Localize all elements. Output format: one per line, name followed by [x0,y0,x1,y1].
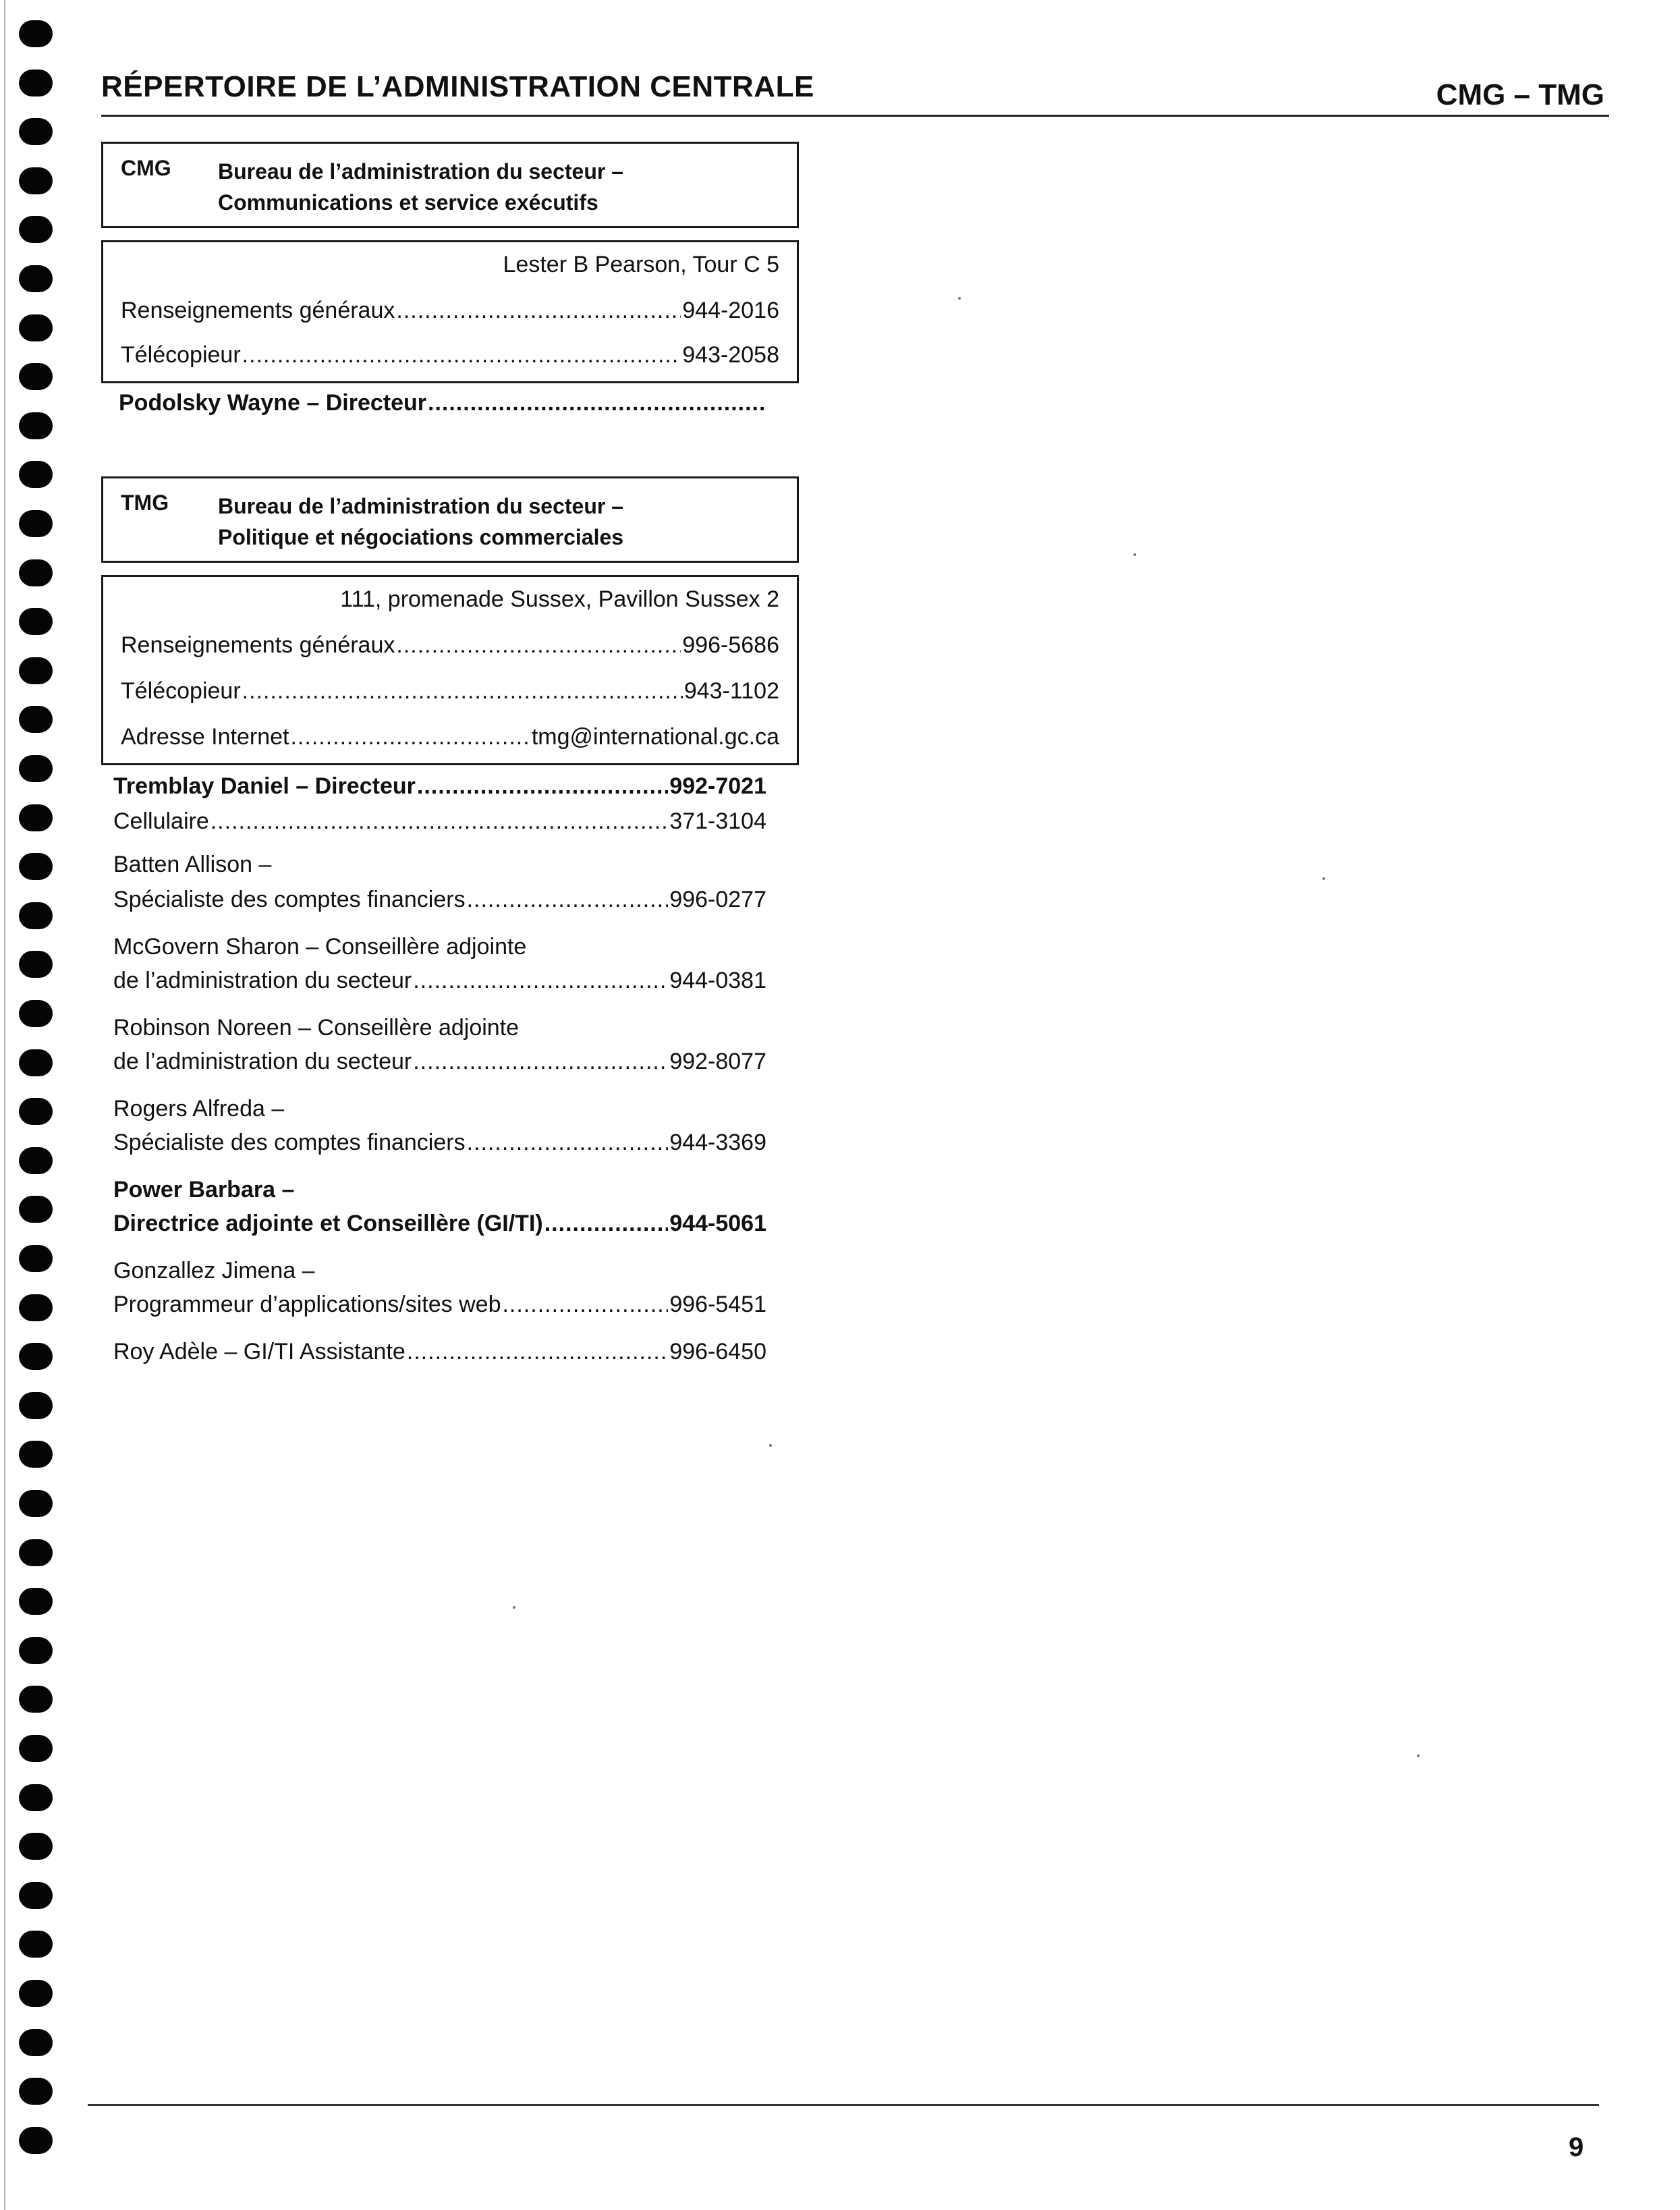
staff-title: Programmeur d’applications/sites web [113,1292,501,1317]
staff-phone: 944-0381 [669,968,766,993]
binding-hole [19,1392,53,1419]
binding-hole [19,1931,53,1958]
leader-dots [407,1339,669,1365]
binding-hole [19,1245,53,1272]
scan-speck [1322,877,1325,880]
cmg-address: Lester B Pearson, Tour C 5 [503,252,779,277]
binding-hole [19,1882,53,1909]
binding-hole [19,412,53,439]
leader-dots [413,968,668,994]
tmg-title [218,491,623,553]
binding-hole [19,265,53,292]
scan-speck [1417,1755,1420,1757]
binding-hole [19,510,53,537]
scan-speck [769,1444,772,1447]
leader-dots [467,1130,669,1156]
binding-hole [19,1294,53,1321]
binding-hole [19,314,53,341]
binding-hole [19,70,53,96]
staff-title: Spécialiste des comptes financiers [113,887,466,912]
leader-dots [417,773,668,800]
binding-hole [19,2127,53,2154]
binding-hole [19,755,53,782]
binding-hole [19,1833,53,1860]
binding-hole [19,706,53,733]
binding-hole [19,1490,53,1517]
staff-phone: 992-7021 [669,773,766,799]
leader-dots [242,678,683,705]
cmg-fax-label: Télécopieur [121,342,241,368]
staff-name-title: Roy Adèle – GI/TI Assistante [113,1339,405,1364]
page-number: 9 [1569,2132,1584,2162]
leader-dots [544,1211,669,1237]
leader-dots [396,632,681,659]
binding-hole [19,363,53,390]
staff-phone: 371-3104 [669,808,766,834]
leader-dots [502,1292,668,1318]
binding-hole [19,1098,53,1125]
binding-hole [19,1588,53,1615]
binding-hole [19,902,53,929]
staff-name-title: Tremblay Daniel – Directeur [113,773,416,799]
tmg-general-row [121,632,779,659]
staff-title: Spécialiste des comptes financiers [113,1130,466,1155]
staff-entry-power [113,1211,766,1237]
tmg-fax-row [121,678,779,705]
staff-phone: 992-8077 [669,1049,766,1074]
leader-dots [290,724,530,750]
tmg-internet-row [121,724,779,750]
tmg-title-line2: Politique et négociations commerciales [218,525,624,549]
binding-hole [19,657,53,684]
staff-entry-gonzallez [113,1292,766,1318]
tmg-internet-label: Adresse Internet [121,724,289,750]
staff-name-batten: Batten Allison – [113,852,272,877]
binding-edge-line [4,0,5,2210]
staff-name-power: Power Barbara – [113,1177,295,1203]
binding-hole [19,2078,53,2105]
binding-hole [19,951,53,978]
binding-hole [19,118,53,145]
binding-hole [19,608,53,635]
staff-name-gonzallez: Gonzallez Jimena – [113,1258,315,1283]
cmg-director-row [119,390,766,416]
binding-hole [19,216,53,243]
binding-hole [19,167,53,194]
binding-hole [19,1539,53,1566]
binding-hole [19,1686,53,1713]
cmg-title [218,156,623,218]
scan-speck [958,297,961,300]
binding-hole [19,461,53,488]
page-title: RÉPERTOIRE DE L’ADMINISTRATION CENTRALE [101,70,814,103]
binding-hole [19,1441,53,1468]
staff-phone: 944-5061 [669,1211,766,1236]
leader-dots [211,808,669,835]
staff-name-title: Cellulaire [113,808,209,834]
leader-dots [396,298,681,324]
tmg-general-phone: 996-5686 [682,632,779,658]
cmg-general-row [121,298,779,324]
staff-entry-rogers [113,1130,766,1156]
binding-hole [19,2029,53,2056]
binding-hole [19,1343,53,1370]
leader-dots [467,887,669,913]
spiral-binding [19,20,54,2207]
leader-dots [413,1049,668,1075]
staff-entry-mcgovern [113,968,766,994]
staff-entry-robinson [113,1049,766,1075]
binding-hole [19,1000,53,1027]
binding-hole [19,559,53,586]
tmg-contact-box [101,575,799,765]
cmg-code: CMG [121,156,171,180]
staff-title: Directrice adjointe et Conseillère (GI/TI) [113,1211,543,1236]
staff-entry-batten [113,887,766,913]
cmg-general-label: Renseignements généraux [121,298,395,323]
leader-dots [428,390,765,416]
binding-hole [19,1147,53,1174]
tmg-internet-address[interactable]: tmg@international.gc.ca [531,724,779,750]
cmg-director-label: Podolsky Wayne – Directeur [119,390,427,416]
leader-dots [242,342,681,368]
staff-phone: 944-3369 [669,1130,766,1155]
staff-title: de l’administration du secteur [113,968,412,993]
tmg-fax-label: Télécopieur [121,678,241,704]
staff-phone: 996-6450 [669,1339,766,1364]
binding-hole [19,804,53,831]
staff-name-robinson: Robinson Noreen – Conseillère adjointe [113,1015,520,1041]
cmg-contact-box [101,240,799,383]
footer-rule [88,2104,1599,2106]
cmg-fax-number: 943-2058 [682,342,779,368]
header-rule [101,115,1609,117]
cmg-title-line2: Communications et service exécutifs [218,190,598,215]
binding-hole [19,1196,53,1223]
cmg-general-phone: 944-2016 [682,298,779,323]
staff-entry-roy [113,1339,766,1365]
binding-hole [19,1637,53,1664]
binding-hole [19,1735,53,1762]
tmg-code: TMG [121,491,169,515]
cmg-header-box [101,142,799,228]
staff-phone: 996-5451 [669,1292,766,1317]
tmg-title-line1: Bureau de l’administration du secteur – [218,494,624,518]
binding-hole [19,1049,53,1076]
section-codes: CMG – TMG [1436,78,1604,111]
cmg-title-line1: Bureau de l’administration du secteur – [218,159,624,184]
tmg-header-box [101,476,799,563]
scan-speck [1133,553,1136,556]
staff-entry-tremblay [113,773,766,800]
staff-entry-cellulaire [113,808,766,835]
tmg-address: 111, promenade Sussex, Pavillon Sussex 2 [340,586,779,612]
staff-phone: 996-0277 [669,887,766,912]
binding-hole [19,20,53,47]
binding-hole [19,1980,53,2007]
staff-title: de l’administration du secteur [113,1049,412,1074]
binding-hole [19,1784,53,1811]
cmg-fax-row [121,342,779,368]
staff-name-rogers: Rogers Alfreda – [113,1096,285,1122]
staff-name-mcgovern: McGovern Sharon – Conseillère adjointe [113,934,527,960]
binding-hole [19,853,53,880]
tmg-fax-number: 943-1102 [683,678,779,704]
tmg-general-label: Renseignements généraux [121,632,395,658]
scan-speck [513,1606,515,1609]
